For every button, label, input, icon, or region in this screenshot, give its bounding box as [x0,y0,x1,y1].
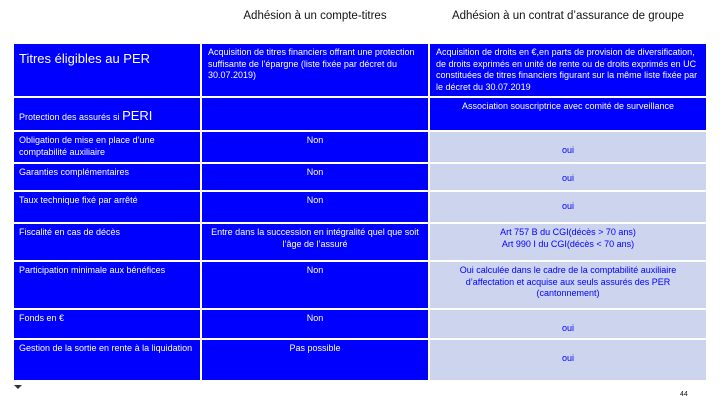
row-label-taux-technique: Taux technique fixé par arrêté [14,192,200,222]
row-fiscalite-contrat: Art 757 B du CGI(décès > 70 ans) Art 990 I du CGI(décès < 70 ans) [430,224,706,260]
row-comptabilite-compte-titres: Non [202,132,428,162]
slide-marker [14,385,22,389]
row-label-comptabilite-auxiliaire: Obligation de mise en place d’une comptabilité auxiliaire [14,132,200,162]
header-contrat-assurance: Adhésion à un contrat d’assurance de groupe [451,10,685,22]
row-fiscalite-compte-titres: Entre dans la succession en intégralité quel que soit l’âge de l’assuré [202,224,428,260]
row-label-titres-eligibles: Titres éligibles au PER [14,44,200,96]
row-taux-compte-titres: Non [202,192,428,222]
row-label-protection: Protection des assurés si PERI [14,98,200,130]
row-fonds-euro-contrat: oui [430,310,706,338]
row-garanties-compte-titres: Non [202,164,428,190]
row-titres-eligibles-contrat: Acquisition de droits en €,en parts de provision de diversification, de droits exprimés en unité de rente ou de droits exprimés en UC constituées de titres financiers figurant sur la même liste fixée par le décret du 30.07.2019 [430,44,706,96]
header-compte-titres: Adhésion à un compte-titres [243,10,387,22]
row-garanties-contrat: oui [430,164,706,190]
row-sortie-rente-compte-titres: Pas possible [202,340,428,380]
row-titres-eligibles-compte-titres: Acquisition de titres financiers offrant une protection suffisante de l’épargne (liste fixée par décret du 30.07.2019) [202,44,428,96]
row-participation-contrat: Oui calculée dans le cadre de la comptabilité auxiliaire d’affectation et acquise aux seuls assurés des PER (cantonnement) [430,262,706,308]
row-label-fiscalite: Fiscalité en cas de décès [14,224,200,260]
row-protection-contrat: Association souscriptrice avec comité de surveillance [430,98,706,130]
row-participation-compte-titres: Non [202,262,428,308]
row-label-sortie-rente: Gestion de la sortie en rente à la liquidation [14,340,200,380]
row-comptabilite-contrat: oui [430,132,706,162]
row-taux-contrat: oui [430,192,706,222]
page-number: 44 [680,391,688,398]
row-label-participation: Participation minimale aux bénéfices [14,262,200,308]
row-sortie-rente-contrat: oui [430,340,706,380]
row-protection-compte-titres [202,98,428,130]
row-label-fonds-euro: Fonds en € [14,310,200,338]
row-fonds-euro-compte-titres: Non [202,310,428,338]
row-label-garanties: Garanties complémentaires [14,164,200,190]
